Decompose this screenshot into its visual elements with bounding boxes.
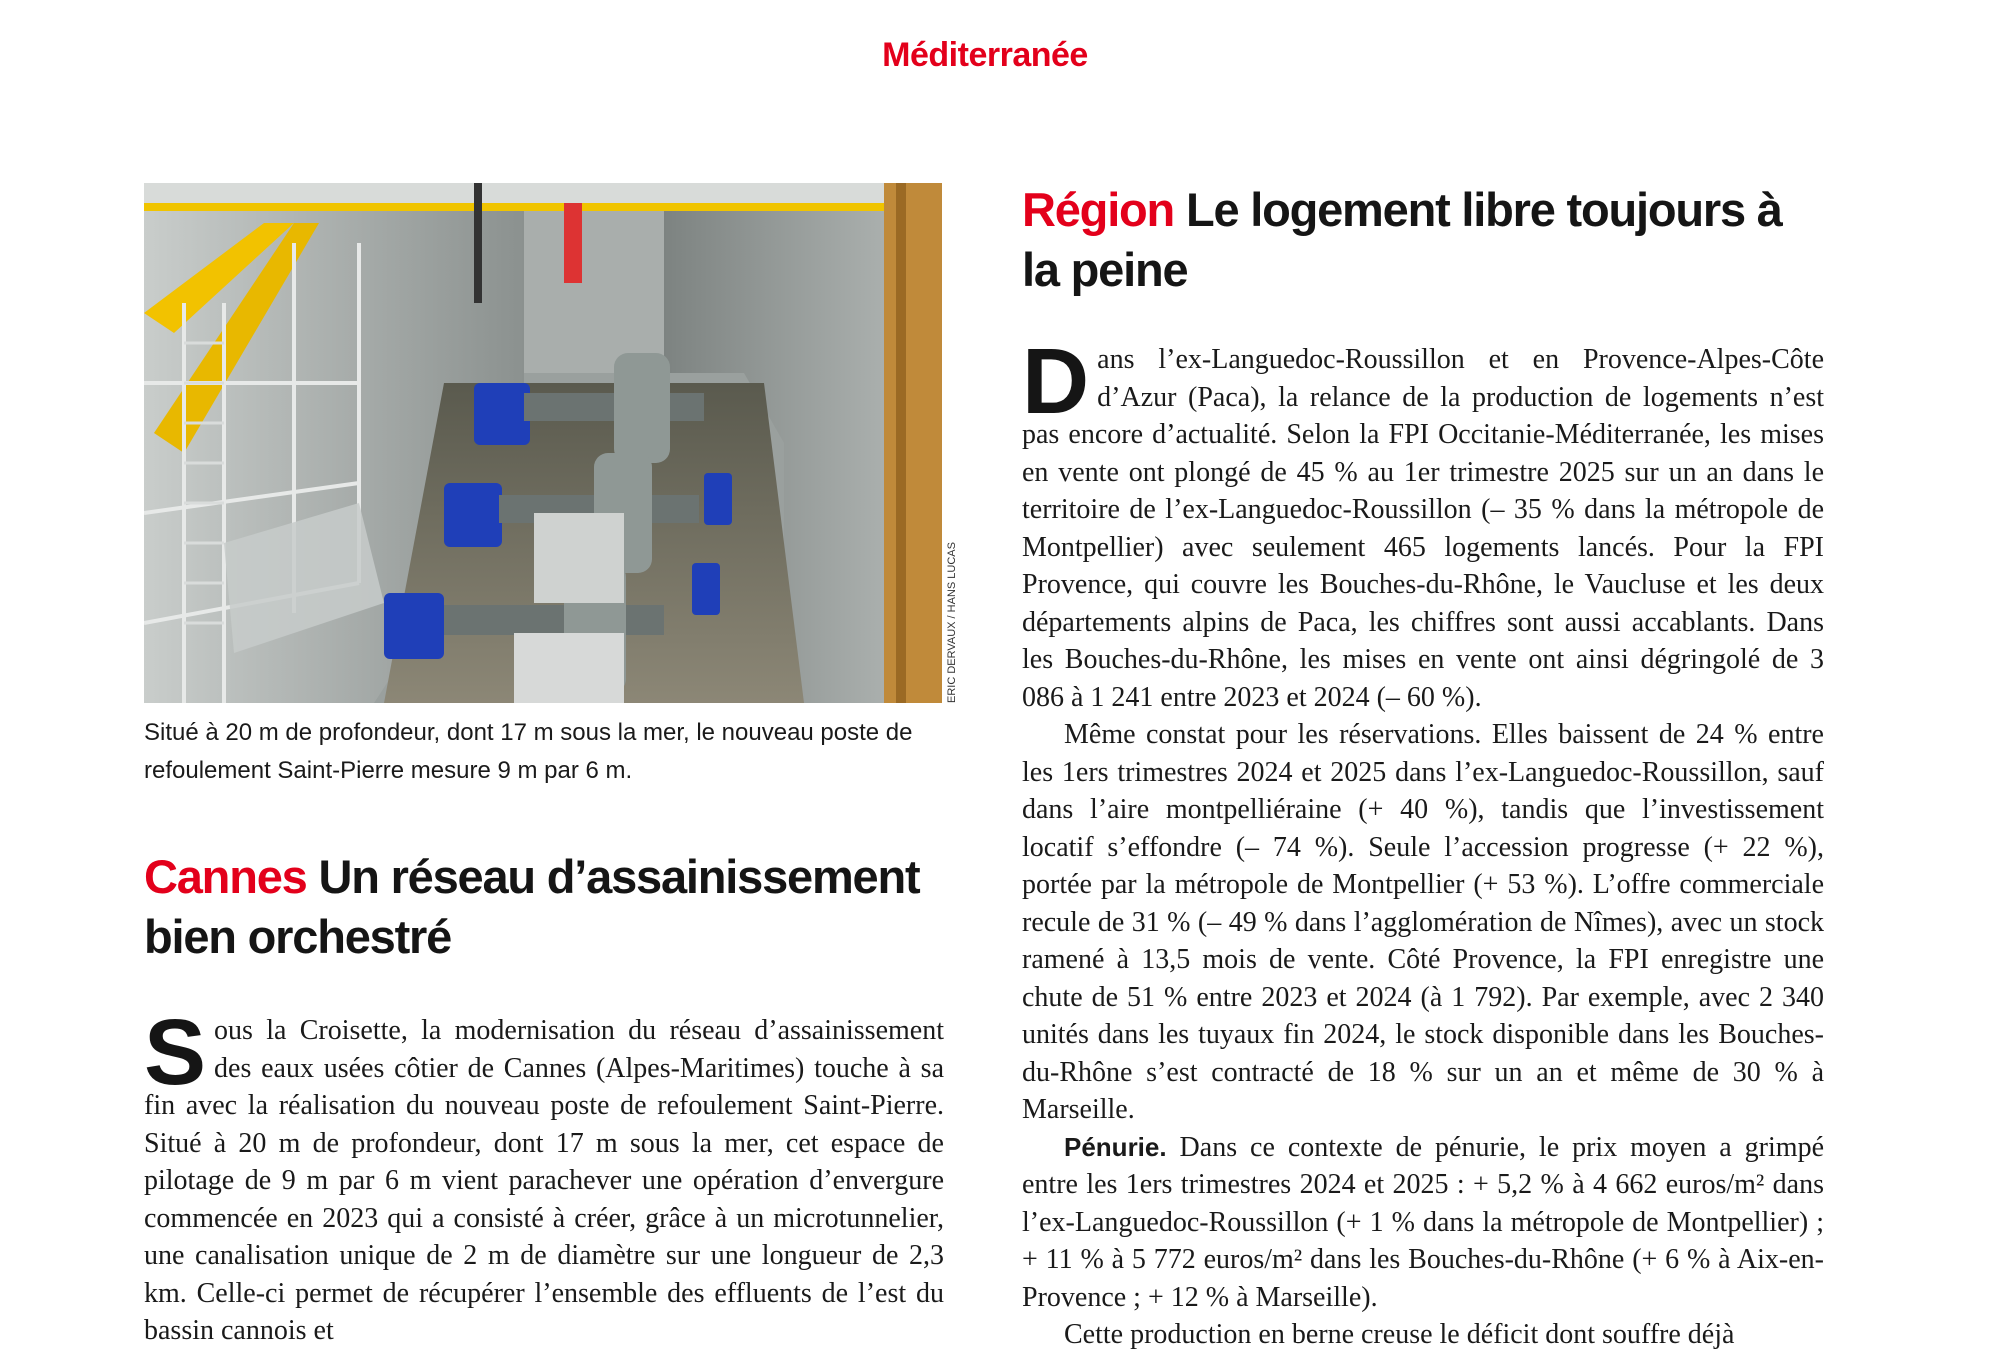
region-paragraph-4: Cette production en berne creuse le déficit dont souffre déjà	[1064, 1319, 1735, 1350]
pumping-station-photo	[144, 183, 942, 703]
cannes-article-body	[144, 1000, 944, 1350]
region-headline	[1022, 180, 1822, 300]
region-paragraph-3-text: Dans ce contexte de pénurie, le prix moyen a grimpé entre les 1ers trimestres 2024 et 2025 : + 5,2 % à 4 662 euros/m² dans l’ex-Languedoc-Roussillon (+ 1 % dans la métropole de Montpellier) ; + 11 % à 5 772 euros/m² dans les Bouches-du-Rhône (+ 6 % à Aix-en-Provence ; + 12 % à Marseille).	[1022, 1131, 1824, 1313]
cannes-headline	[144, 847, 964, 967]
photo-credit: ERIC DERVAUX / HANS LUCAS	[946, 542, 958, 703]
region-paragraph-3	[1022, 1129, 1824, 1317]
region-dropcap: D	[1022, 329, 1090, 433]
region-kicker: Région	[1022, 183, 1175, 236]
region-paragraph-1: ans l’ex-Languedoc-Roussillon et en Provence-Alpes-Côte d’Azur (Paca), la relance de la production de logements n’est pas encore d’actualité. Selon la FPI Occitanie-Méditerranée, les mises en vente ont plongé de 45 % au 1er trimestre 2025 sur un an dans le territoire de l’ex-Languedoc-Roussillon (– 35 % dans la métropole de Montpellier) avec seulement 465 logements lancés. Pour la FPI Provence, qui couvre les Bouches-du-Rhône, le Vaucluse et les deux départements alpins de Paca, les chiffres sont aussi accablants. Dans les Bouches-du-Rhône, les mises en vente ont ainsi dégringolé de 3 086 à 1 241 entre 2023 et 2024 (– 60 %).	[1022, 344, 1824, 713]
cannes-title: Un réseau d’assainissement bien orchestré	[144, 850, 920, 963]
photo-caption: Situé à 20 m de profondeur, dont 17 m sous la mer, le nouveau poste de refoulement Saint-Pierre mesure 9 m par 6 m.	[144, 719, 913, 784]
cannes-paragraph: ous la Croisette, la modernisation du réseau d’assainissement des eaux usées côtier de Cannes (Alpes-Maritimes) touche à sa fin avec la réalisation du nouveau poste de refoulement Saint-Pierre. Situé à 20 m de profondeur, dont 17 m sous la mer, cet espace de pilotage de 9 m par 6 m vient parachever une opération d’envergure commencée en 2023 qui a consisté à créer, grâce à un microtunnelier, une canalisation unique de 2 m de diamètre sur une longueur de 2,3 km. Celle-ci permet de récupérer l’ensemble des effluents de l’est du bassin cannois et	[144, 1015, 944, 1346]
region-article-body	[1022, 329, 1824, 1354]
cannes-kicker: Cannes	[144, 850, 307, 903]
section-title: Méditerranée	[882, 36, 1088, 74]
cannes-dropcap: S	[144, 1000, 207, 1104]
region-title: Le logement libre toujours à la peine	[1022, 183, 1782, 296]
region-paragraph-2: Même constat pour les réservations. Elles baissent de 24 % entre les 1ers trimestres 2024 et 2025 dans l’ex-Languedoc-Roussillon, sauf dans l’aire montpelliéraine (+ 40 %), tandis que l’investissement locatif s’effondre (– 74 %). Seule l’accession progresse (+ 22 %), portée par la métropole de Montpellier (+ 53 %). L’offre commerciale recule de 31 % (– 49 % dans l’agglomération de Nîmes), avec un stock ramené à 13,5 mois de vente. Côté Provence, la FPI enregistre une chute de 51 % entre 2023 et 2024 (à 1 792). Par exemple, avec 2 340 unités dans les tuyaux fin 2024, le stock disponible dans les Bouches-du-Rhône s’est contracté de 18 % sur un an et même de 30 % à Marseille.	[1022, 719, 1824, 1125]
region-inline-heading: Pénurie.	[1064, 1131, 1167, 1162]
